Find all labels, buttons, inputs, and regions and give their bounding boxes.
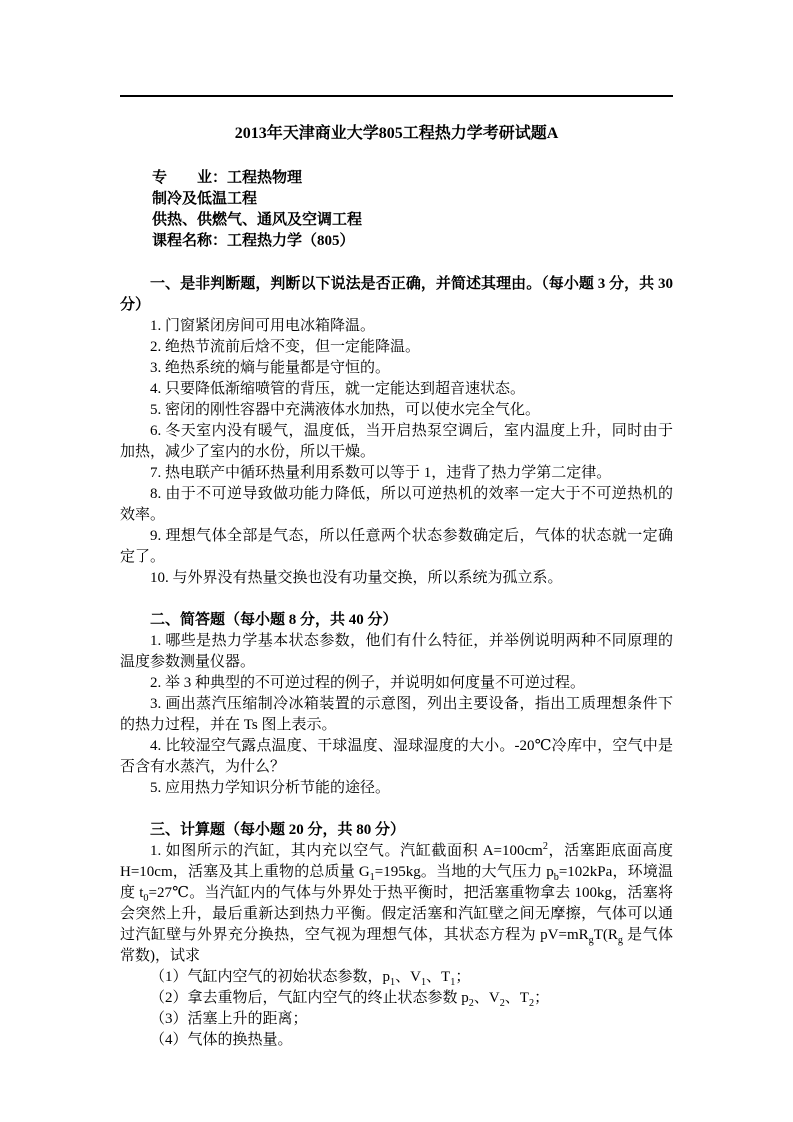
true-false-item-2: 2. 绝热节流前后焓不变，但一定能降温。 bbox=[150, 339, 421, 355]
true-false-item-5: 5. 密闭的刚性容器中充满液体水加热，可以使水完全气化。 bbox=[150, 402, 541, 418]
short-answer-item-3: 3. 画出蒸汽压缩制冷冰箱装置的示意图，列出主要设备，指出工质理想条件下的热力过程，并在 Ts 图上表示。 bbox=[120, 696, 673, 733]
calculation-problem-1: 1. 如图所示的汽缸，其内充以空气。汽缸截面积 $A=100cm^2$，活塞距底面高度 H=10cm，活塞及其上重物的总质量 $G_1=195kg$。当地的大气压力 $p_b=102kPa$，环境温度 $t_0=27℃$。当汽缸内的气体与外界处于热平衡时，把活塞重物拿去 100kg，活塞将会突然上升，最后重新达到热力平衡。假定活塞和汽缸壁之间无摩擦，气体可以通过汽缸壁与外界充分换热，空气视为理想气体，其状态方程为 $pV=mR_gT(R_g$ 是气体常数)，试求 bbox=[120, 841, 673, 964]
section-short-answer-heading: 二、简答题（每小题 8 分，共 40 分） bbox=[150, 612, 398, 628]
section-true-false-heading: 一、是非判断题，判断以下说法是否正确，并简述其理由。（每小题 3 分，共 30 分） bbox=[120, 276, 673, 313]
short-answer-item-2: 2. 举 3 种典型的不可逆过程的例子，并说明如何度量不可逆过程。 bbox=[150, 675, 586, 691]
calculation-subquestion-4: （4）气体的换热量。 bbox=[150, 1032, 293, 1048]
true-false-item-4: 4. 只要降低渐缩喷管的背压，就一定能达到超音速状态。 bbox=[150, 381, 526, 397]
header-rule bbox=[120, 95, 673, 97]
short-answer-item-1: 1. 哪些是热力学基本状态参数，他们有什么特征，并举例说明两种不同原理的温度参数测量仪器。 bbox=[120, 633, 673, 670]
true-false-item-10: 10. 与外界没有热量交换也没有功量交换，所以系统为孤立系。 bbox=[150, 570, 563, 586]
true-false-item-8: 8. 由于不可逆导致做功能力降低，所以可逆热机的效率一定大于不可逆热机的效率。 bbox=[120, 486, 673, 523]
section-short-answer bbox=[120, 610, 673, 799]
calculation-subquestion-1: （1）气缸内空气的初始状态参数，$p_1$、$V_1$、$T_1$； bbox=[150, 969, 471, 988]
major-option-refrigeration: 制冷及低温工程 bbox=[152, 191, 258, 207]
exam-course-info bbox=[120, 168, 673, 252]
true-false-item-3: 3. 绝热系统的熵与能量都是守恒的。 bbox=[150, 360, 391, 376]
section-calculation bbox=[120, 820, 673, 1051]
major-line: 专 业：工程热物理 bbox=[152, 170, 303, 186]
true-false-item-6: 6. 冬天室内没有暖气，温度低，当开启热泵空调后，室内温度上升，同时由于加热，减少了室内的水份，所以干燥。 bbox=[120, 423, 673, 460]
true-false-item-1: 1. 门窗紧闭房间可用电冰箱降温。 bbox=[150, 318, 376, 334]
true-false-item-7: 7. 热电联产中循环热量利用系数可以等于 1，违背了热力学第二定律。 bbox=[150, 465, 612, 481]
course-name-line: 课程名称：工程热力学（805） bbox=[152, 233, 355, 249]
section-true-false bbox=[120, 274, 673, 589]
major-option-hvac: 供热、供燃气、通风及空调工程 bbox=[152, 212, 363, 228]
true-false-item-9: 9. 理想气体全部是气态，所以任意两个状态参数确定后，气体的状态就一定确定了。 bbox=[120, 528, 673, 565]
calculation-subquestion-2: （2）拿去重物后，气缸内空气的终止状态参数 $p_2$、$V_2$、$T_2$； bbox=[150, 990, 550, 1009]
short-answer-item-4: 4. 比较湿空气露点温度、干球温度、湿球湿度的大小。-20℃冷库中，空气中是否含有水蒸汽，为什么？ bbox=[120, 738, 673, 775]
exam-title: 2013年天津商业大学805工程热力学考研试题A bbox=[234, 125, 559, 142]
section-calculation-heading: 三、计算题（每小题 20 分，共 80 分） bbox=[150, 822, 406, 838]
calculation-subquestion-3: （3）活塞上升的距离； bbox=[150, 1011, 308, 1027]
short-answer-item-5: 5. 应用热力学知识分析节能的途径。 bbox=[150, 780, 391, 796]
